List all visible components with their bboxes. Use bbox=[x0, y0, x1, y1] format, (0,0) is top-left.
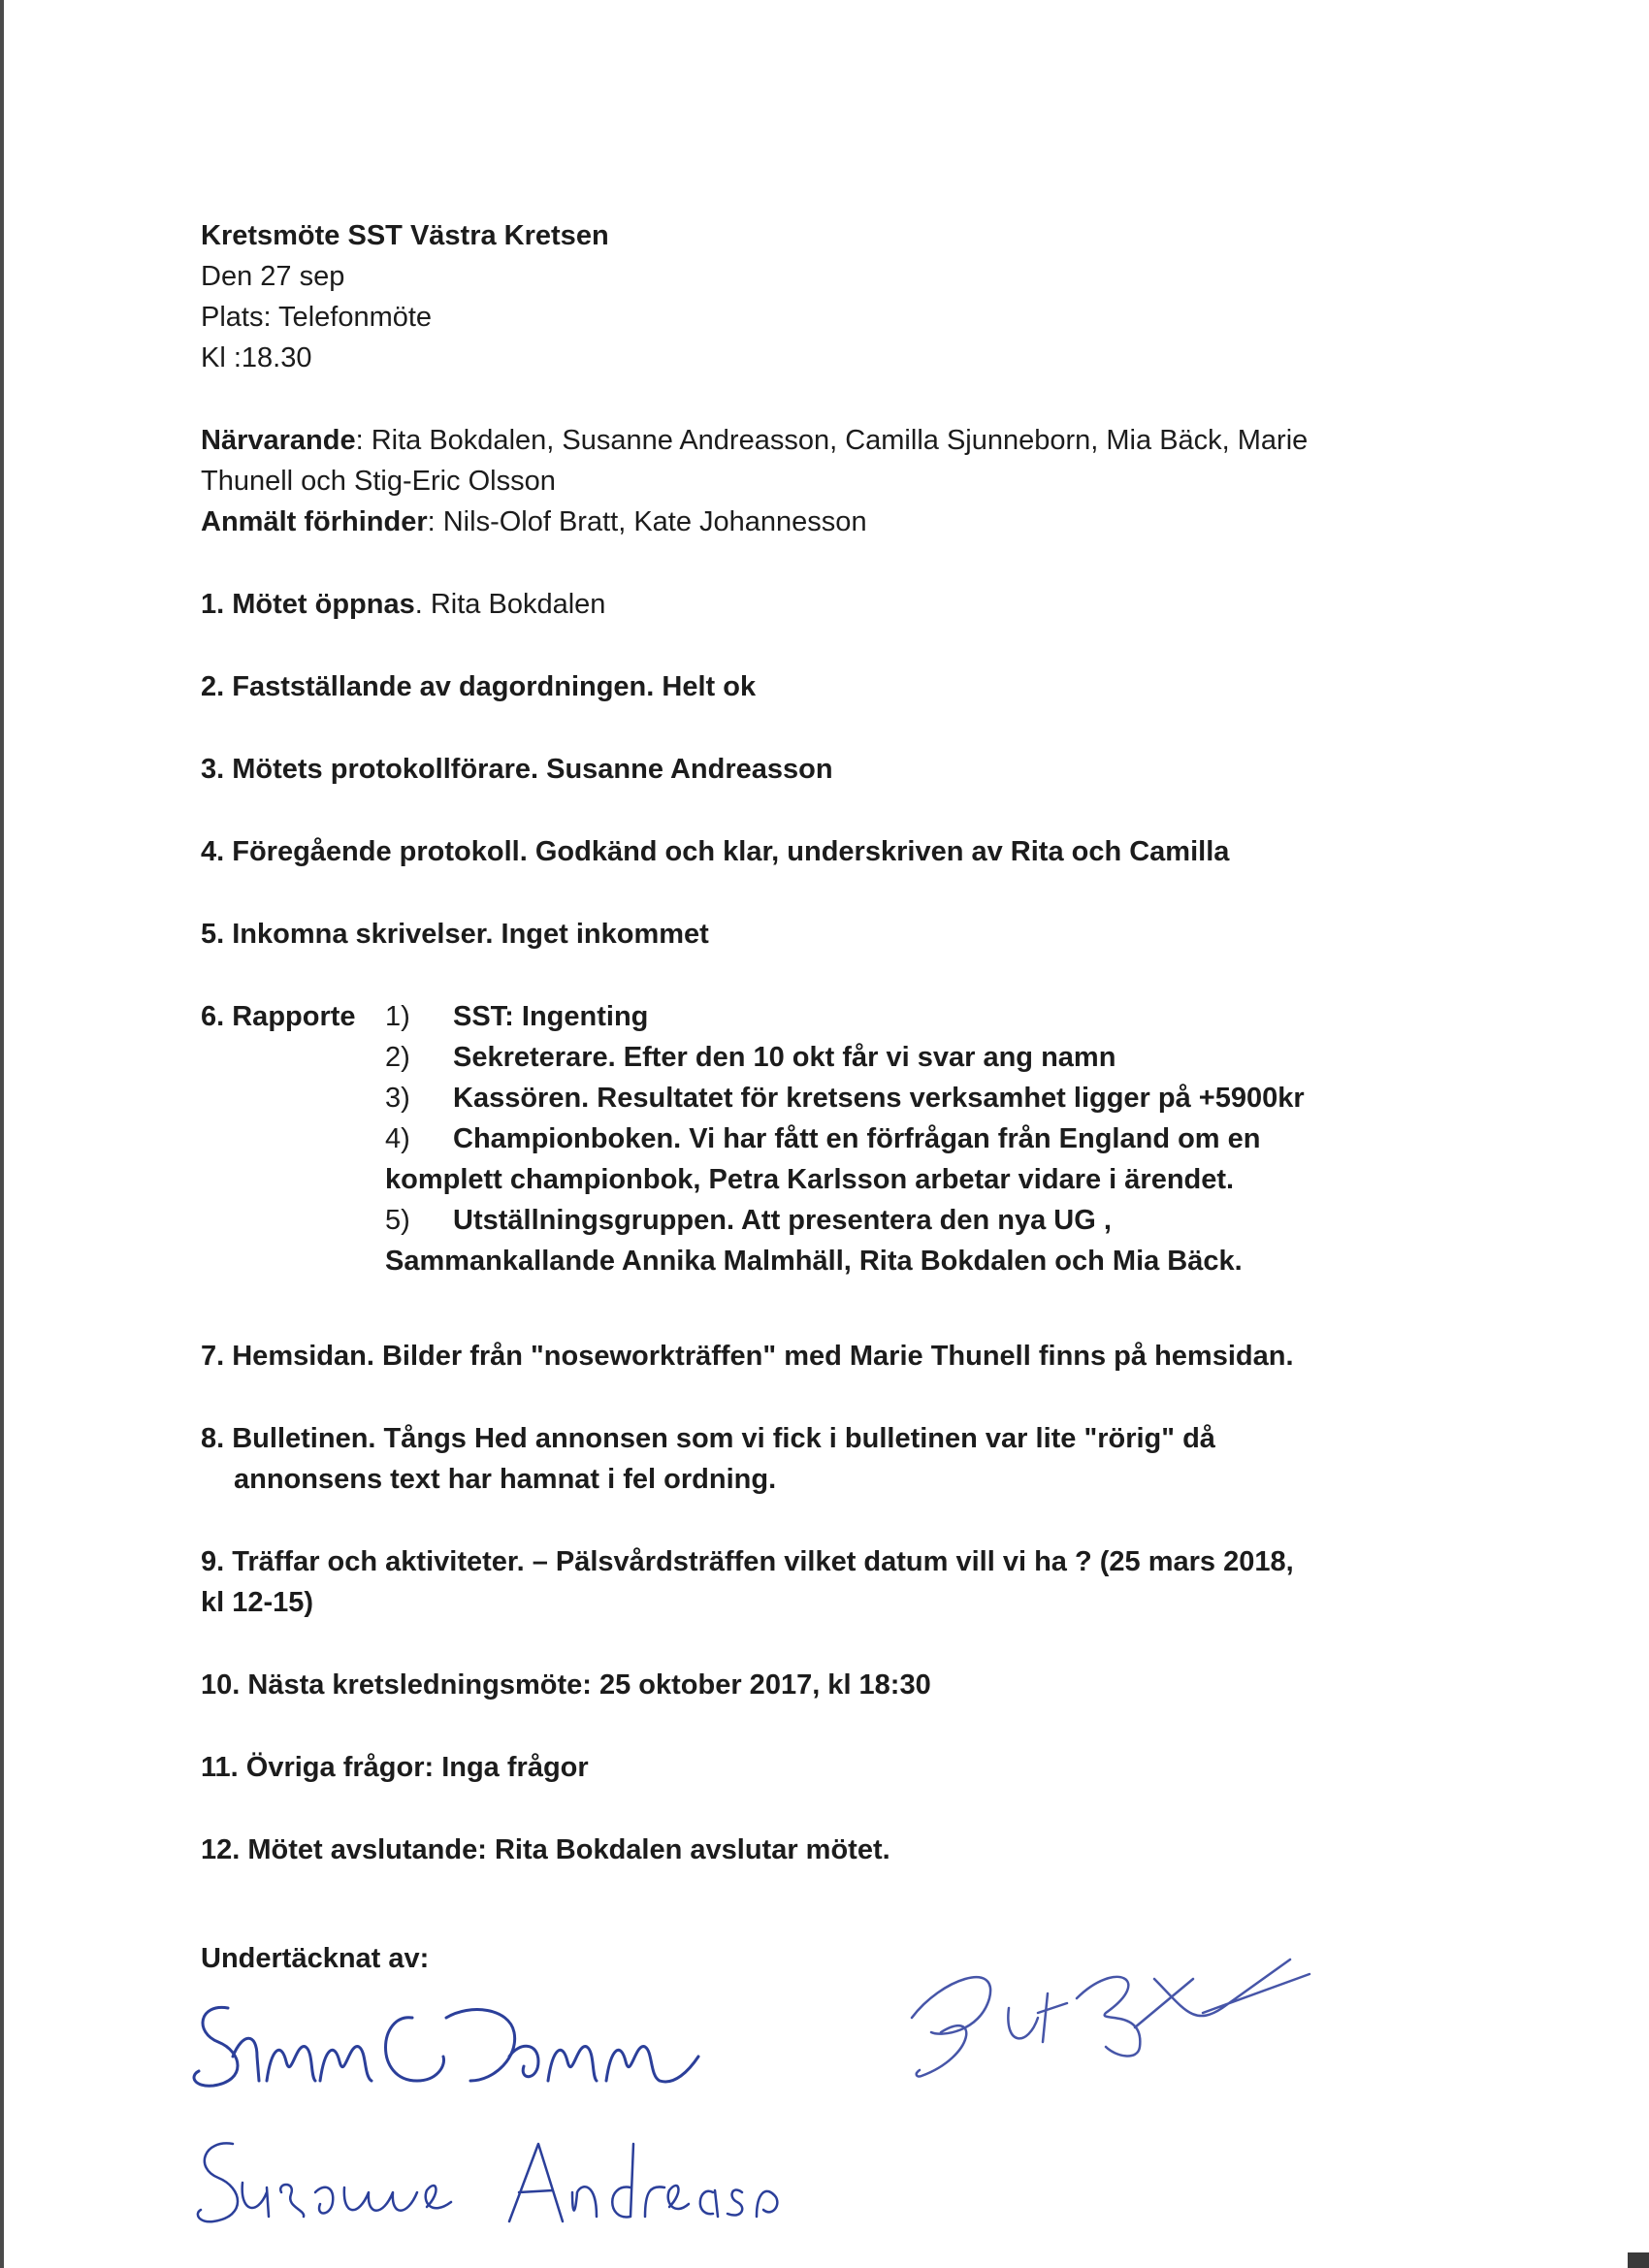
document-title: Kretsmöte SST Västra Kretsen bbox=[201, 220, 609, 251]
agenda-item-3: 3. Mötets protokollförare. Susanne Andreasson bbox=[201, 754, 833, 785]
agenda-item-8: 8. Bulletinen. Tångs Hed annonsen som vi fick i bulletinen var lite "rörig" då annonsens text har hamnat i fel ordning. bbox=[201, 1423, 1215, 1495]
signature-label: Undertäcknat av: bbox=[201, 1943, 430, 1974]
report-item-cont: Sammankallande Annika Malmhäll, Rita Bokdalen och Mia Bäck. bbox=[385, 1246, 1243, 1277]
meeting-date: Den 27 sep bbox=[201, 261, 345, 292]
report-item: 4) Championboken. Vi har fått en förfrågan från England om en bbox=[385, 1123, 1261, 1154]
agenda-item-9: 9. Träffar och aktiviteter. – Pälsvårdsträffen vilket datum vill vi ha ? (25 mars 2018, kl 12-15) bbox=[201, 1546, 1294, 1618]
agenda-item-4: 4. Föregående protokoll. Godkänd och klar, underskriven av Rita och Camilla bbox=[201, 836, 1230, 867]
report-item-cont: komplett championbok, Petra Karlsson arbetar vidare i ärendet. bbox=[385, 1164, 1235, 1195]
attendance-section bbox=[201, 420, 1462, 542]
agenda-item-5: 5. Inkomna skrivelser. Inget inkommet bbox=[201, 919, 709, 950]
present-label: Närvarande bbox=[201, 425, 356, 456]
signature-susanne bbox=[189, 1989, 771, 2120]
report-list bbox=[385, 996, 1305, 1281]
meeting-time: Kl :18.30 bbox=[201, 342, 312, 373]
agenda-item-12: 12. Mötet avslutande: Rita Bokdalen avslutar mötet. bbox=[201, 1834, 890, 1865]
minutes-document bbox=[201, 215, 1462, 1979]
agenda-item-1-text: . Rita Bokdalen bbox=[414, 589, 606, 620]
agenda-item-10: 10. Nästa kretsledningsmöte: 25 oktober 2017, kl 18:30 bbox=[201, 1669, 931, 1701]
signature-rita bbox=[902, 1940, 1339, 2090]
agenda-item-2: 2. Fastställande av dagordningen. Helt ok bbox=[201, 671, 757, 702]
report-item: 2) Sekreterare. Efter den 10 okt får vi svar ang namn bbox=[385, 1042, 1116, 1073]
agenda-item-6-label: 6. Rapporte bbox=[201, 1001, 356, 1032]
absent-names: : Nils-Olof Bratt, Kate Johannesson bbox=[427, 506, 867, 537]
signature-printed-name bbox=[189, 2124, 810, 2246]
report-item: 3) Kassören. Resultatet för kretsens verksamhet ligger på +5900kr bbox=[385, 1083, 1305, 1114]
meeting-place: Plats: Telefonmöte bbox=[201, 302, 433, 333]
agenda-item-6 bbox=[201, 996, 1462, 1281]
report-item: 5) Utställningsgruppen. Att presentera den nya UG , bbox=[385, 1205, 1112, 1236]
agenda-item-1 bbox=[201, 584, 1462, 625]
scan-edge bbox=[0, 0, 4, 2268]
agenda-item-11: 11. Övriga frågor: Inga frågor bbox=[201, 1752, 589, 1783]
present-names-cont: Thunell och Stig-Eric Olsson bbox=[201, 466, 556, 497]
present-names: : Rita Bokdalen, Susanne Andreasson, Camilla Sjunneborn, Mia Bäck, Marie bbox=[355, 425, 1309, 456]
absent-label: Anmält förhinder bbox=[201, 506, 428, 537]
agenda-item-7: 7. Hemsidan. Bilder från "noseworkträffen" med Marie Thunell finns på hemsidan. bbox=[201, 1341, 1294, 1372]
report-item: 1) SST: Ingenting bbox=[385, 1001, 649, 1032]
scan-corner-mark bbox=[1628, 2252, 1649, 2268]
agenda-item-1-heading: 1. Mötet öppnas bbox=[201, 589, 415, 620]
